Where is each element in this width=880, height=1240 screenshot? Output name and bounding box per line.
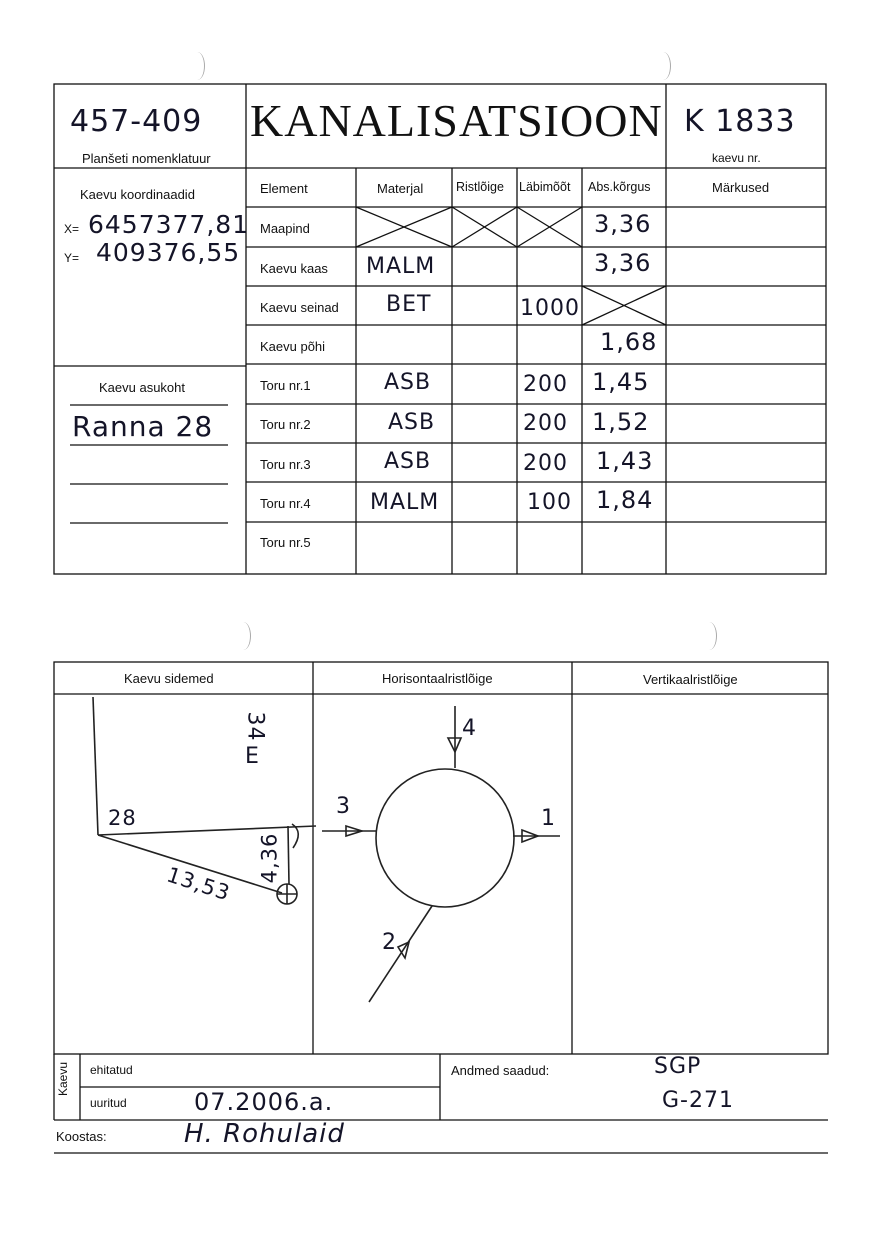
table-cell-diameter: 200 [523,372,568,397]
table-cell-material: MALM [366,254,436,279]
house-number: 28 [108,806,137,830]
table-row-element: Toru nr.1 [260,378,311,393]
column-header-remarks: Märkused [712,180,770,195]
table-cell-material: ASB [384,370,432,395]
table-cell-material: BET [386,292,432,317]
compiled-by-signature: H. Rohulaid [184,1119,345,1149]
horizontal-section-sketch [322,706,560,1002]
table-cell-diameter: 200 [523,451,568,476]
house-number-top: 34 [242,711,268,742]
column-header-material: Materjal [377,181,424,196]
table-cell-abs-height: 1,68 [600,328,658,356]
table-row-element: Kaevu kaas [260,261,328,276]
table-cell-abs-height: 1,84 [596,486,654,514]
built-label: ehitatud [90,1063,133,1077]
vertical-distance: 4,36 [257,832,282,884]
table-row-element: Kaevu põhi [260,339,326,354]
table-cell-abs-height: 3,36 [594,249,652,277]
data-source-code: G-271 [662,1088,734,1113]
footer-side-label: Kaevu [56,1061,70,1096]
x-prefix: X= [64,222,80,236]
pipe-3-label: 3 [336,794,351,819]
table-row-element: Toru nr.3 [260,457,311,472]
location-value: Ranna 28 [72,410,214,443]
sheet-number: 457-409 [70,104,203,139]
table-cell-material: ASB [388,410,436,435]
house-letter: E [245,744,260,769]
vertical-section-header: Vertikaalristlõige [643,672,738,687]
y-coordinate: 409376,55 [96,238,241,267]
surveyed-date: 07.2006.a. [194,1088,334,1116]
pipe-2-label: 2 [382,930,397,955]
horizontal-section-header: Horisontaalristlõige [382,671,493,686]
table-cell-diameter: 100 [527,490,572,515]
table-cell-material: ASB [384,449,432,474]
compiled-by-label: Koostas: [56,1129,107,1144]
table-cell-abs-height: 1,45 [592,368,650,396]
page-title: KANALISATSIOON [250,95,663,146]
y-prefix: Y= [64,251,80,265]
table-cell-diameter: 200 [523,411,568,436]
x-coordinate: 6457377,81 [88,210,250,239]
location-label: Kaevu asukoht [99,380,186,395]
sheet-number-label: Planšeti nomenklatuur [82,151,211,166]
table-cell-abs-height: 1,52 [592,408,650,436]
diagonal-distance: 13,53 [163,862,234,906]
well-number-label: kaevu nr. [712,151,761,165]
ties-header: Kaevu sidemed [124,671,214,686]
table-row-element: Kaevu seinad [260,300,339,315]
table-cell-abs-height: 1,43 [596,447,654,475]
data-source-value: SGP [654,1054,702,1079]
table-row-element: Maapind [260,221,310,236]
well-number: K 1833 [684,104,796,139]
data-source-label: Andmed saadud: [451,1063,550,1078]
table-cell-material: MALM [370,490,440,515]
table-row-element: Toru nr.4 [260,496,311,511]
column-header-element: Element [260,181,308,196]
pipe-4-label: 4 [462,716,477,741]
table-row-element: Toru nr.5 [260,535,311,550]
table-cell-abs-height: 3,36 [594,210,652,238]
table-cell-diameter: 1000 [520,296,580,321]
column-header-diameter: Läbimõõt [519,180,571,194]
column-header-cross-section: Ristlõige [456,180,504,194]
coordinates-label: Kaevu koordinaadid [80,187,195,202]
column-header-abs-height: Abs.kõrgus [588,180,651,194]
pipe-1-label: 1 [541,806,556,831]
table-row-element: Toru nr.2 [260,417,311,432]
surveyed-label: uuritud [90,1096,127,1110]
